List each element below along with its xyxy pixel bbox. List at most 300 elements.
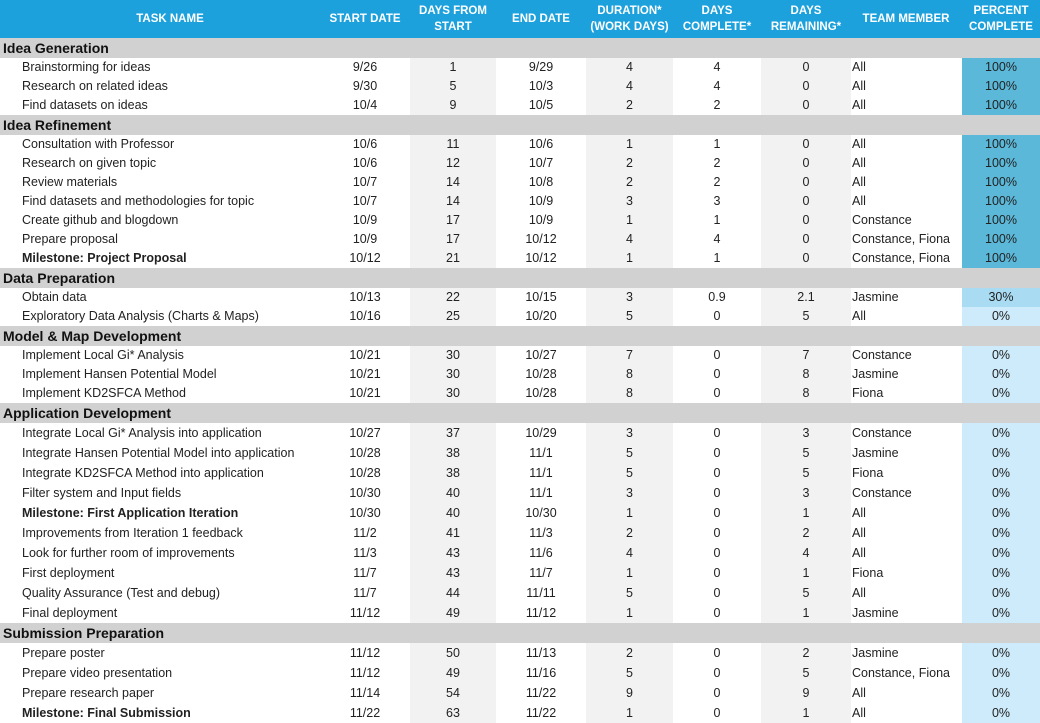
days-complete-cell: 0 [713,566,721,580]
table-row[interactable] [0,58,1040,77]
table-row[interactable] [0,365,1040,384]
days-remaining-cell: 1 [761,503,851,523]
days-from-start-cell: 49 [410,663,496,683]
section-header-row [0,38,1040,58]
days-from-start-cell: 50 [410,643,496,663]
percent-complete-cell: 0% [962,583,1040,603]
duration-cell: 2 [586,96,673,115]
team-member-cell: Jasmine [852,646,899,660]
days-complete-cell: 0 [713,426,721,440]
days-complete-cell: 1 [713,137,721,151]
task-name-cell: Implement Hansen Potential Model [22,367,217,381]
team-member-cell: Fiona [852,466,884,480]
start-date-cell: 11/14 [349,686,381,700]
days-remaining-cell: 9 [761,683,851,703]
table-row[interactable] [0,135,1040,154]
team-member-cell: Constance, Fiona [852,666,950,680]
days-complete-cell: 0 [713,526,721,540]
task-name-cell: Milestone: Final Submission [22,706,191,720]
days-from-start-cell: 30 [410,384,496,403]
team-member-cell: All [852,526,866,540]
team-member-cell: All [852,194,866,208]
team-member-cell: Constance [852,486,912,500]
task-name-cell: Prepare research paper [22,686,155,700]
start-date-cell: 10/13 [349,290,381,304]
days-remaining-cell: 2 [761,643,851,663]
table-row[interactable] [0,346,1040,365]
task-name-cell: Quality Assurance (Test and debug) [22,586,221,600]
start-date-cell: 10/7 [352,194,378,208]
duration-cell: 4 [586,58,673,77]
table-row[interactable] [0,192,1040,211]
days-complete-cell: 1 [713,251,721,265]
task-name-cell: Final deployment [22,606,118,620]
duration-cell: 4 [586,543,673,563]
duration-cell: 4 [586,77,673,96]
duration-cell: 7 [586,346,673,365]
duration-cell: 5 [586,463,673,483]
team-member-cell: All [852,309,866,323]
end-date-cell: 10/20 [525,309,557,323]
days-complete-cell: 0 [713,666,721,680]
start-date-cell: 11/12 [349,606,381,620]
days-complete-cell: 0 [713,646,721,660]
end-date-cell: 10/12 [525,232,557,246]
days-from-start-cell: 5 [410,77,496,96]
days-remaining-cell: 5 [761,443,851,463]
days-from-start-cell: 9 [410,96,496,115]
task-name-cell: Brainstorming for ideas [22,60,151,74]
header-percent-complete[interactable]: PERCENT COMPLETE [969,5,1033,33]
days-remaining-cell: 0 [761,96,851,115]
section-title: Model & Map Development [3,328,182,344]
duration-cell: 1 [586,135,673,154]
section-title: Data Preparation [3,270,116,286]
table-row[interactable] [0,230,1040,249]
end-date-cell: 10/5 [528,98,554,112]
end-date-cell: 11/3 [529,526,553,540]
days-remaining-cell: 5 [761,663,851,683]
end-date-cell: 11/1 [529,466,553,480]
table-row[interactable] [0,211,1040,230]
percent-complete-cell: 0% [962,463,1040,483]
days-complete-cell: 0 [713,546,721,560]
team-member-cell: All [852,506,866,520]
section-header-row [0,268,1040,288]
start-date-cell: 10/30 [349,506,381,520]
days-complete-cell: 0 [713,686,721,700]
start-date-cell: 11/7 [353,566,377,580]
duration-cell: 5 [586,443,673,463]
end-date-cell: 10/3 [528,79,554,93]
days-complete-cell: 0 [713,486,721,500]
days-remaining-cell: 1 [761,563,851,583]
table-row[interactable] [0,483,1040,503]
days-from-start-cell: 14 [410,192,496,211]
table-row[interactable] [0,543,1040,563]
task-name-cell: Implement Local Gi* Analysis [22,348,184,362]
end-date-cell: 11/7 [529,566,553,580]
days-from-start-cell: 44 [410,583,496,603]
start-date-cell: 10/16 [349,309,381,323]
start-date-cell: 10/21 [349,386,381,400]
task-name-cell: First deployment [22,566,115,580]
end-date-cell: 9/29 [528,60,554,74]
days-from-start-cell: 43 [410,543,496,563]
table-row[interactable] [0,96,1040,115]
start-date-cell: 10/9 [352,213,378,227]
header-duration[interactable]: DURATION* (WORK DAYS) [590,5,669,33]
days-complete-cell: 0 [713,348,721,362]
days-from-start-cell: 14 [410,173,496,192]
days-remaining-cell: 0 [761,211,851,230]
days-complete-cell: 0 [713,446,721,460]
task-name-cell: Obtain data [22,290,87,304]
days-remaining-cell: 2 [761,523,851,543]
duration-cell: 5 [586,663,673,683]
end-date-cell: 11/1 [529,486,553,500]
task-name-cell: Research on given topic [22,156,157,170]
team-member-cell: Fiona [852,566,884,580]
days-remaining-cell: 1 [761,703,851,723]
section-header-row [0,403,1040,423]
days-remaining-cell: 0 [761,249,851,268]
percent-complete-cell: 0% [962,503,1040,523]
end-date-cell: 11/22 [525,706,557,720]
duration-cell: 3 [586,483,673,503]
percent-complete-cell: 100% [962,230,1040,249]
percent-complete-cell: 0% [962,365,1040,384]
team-member-cell: All [852,79,866,93]
days-from-start-cell: 40 [410,503,496,523]
task-name-cell: Find datasets and methodologies for topic [22,194,255,208]
start-date-cell: 10/9 [352,232,378,246]
team-member-cell: All [852,137,866,151]
percent-complete-cell: 100% [962,192,1040,211]
days-remaining-cell: 0 [761,154,851,173]
duration-cell: 9 [586,683,673,703]
days-from-start-cell: 17 [410,211,496,230]
percent-complete-cell: 0% [962,643,1040,663]
table-header [0,0,1040,38]
table-row[interactable] [0,643,1040,663]
header-days-complete[interactable]: DAYS COMPLETE* [682,5,752,33]
percent-complete-cell: 0% [962,683,1040,703]
team-member-cell: Constance [852,348,912,362]
end-date-cell: 10/27 [525,348,557,362]
days-complete-cell: 0 [713,506,721,520]
end-date-cell: 10/9 [528,194,554,208]
percent-complete-cell: 100% [962,173,1040,192]
task-name-cell: Integrate KD2SFCA Method into application [22,466,264,480]
task-name-cell: Milestone: First Application Iteration [22,506,239,520]
start-date-cell: 10/30 [349,486,381,500]
table-row[interactable] [0,463,1040,483]
percent-complete-cell: 100% [962,135,1040,154]
days-from-start-cell: 30 [410,365,496,384]
percent-complete-cell: 0% [962,346,1040,365]
percent-complete-cell: 0% [962,423,1040,443]
days-remaining-cell: 1 [761,603,851,623]
team-member-cell: Constance [852,213,912,227]
task-name-cell: Prepare proposal [22,232,118,246]
start-date-cell: 11/2 [353,526,377,540]
task-name-cell: Create github and blogdown [22,213,179,227]
days-remaining-cell: 5 [761,463,851,483]
days-from-start-cell: 37 [410,423,496,443]
header-days-remaining[interactable]: DAYS REMAINING* [770,5,842,33]
duration-cell: 1 [586,211,673,230]
end-date-cell: 11/12 [525,606,557,620]
table-row[interactable] [0,503,1040,523]
start-date-cell: 10/27 [349,426,381,440]
team-member-cell: All [852,706,866,720]
table-row[interactable] [0,443,1040,463]
start-date-cell: 11/3 [353,546,377,560]
percent-complete-cell: 100% [962,249,1040,268]
end-date-cell: 11/22 [525,686,557,700]
header-task-name[interactable]: TASK NAME [136,13,204,25]
team-member-cell: All [852,175,866,189]
percent-complete-cell: 0% [962,384,1040,403]
team-member-cell: Fiona [852,386,884,400]
header-days-from-start[interactable]: DAYS FROM START [419,5,487,33]
start-date-cell: 9/26 [352,60,378,74]
table-row[interactable] [0,384,1040,403]
duration-cell: 5 [586,307,673,326]
days-from-start-cell: 43 [410,563,496,583]
task-name-cell: Integrate Local Gi* Analysis into application [22,426,262,440]
task-name-cell: Implement KD2SFCA Method [22,386,186,400]
days-complete-cell: 4 [713,79,721,93]
days-complete-cell: 2 [713,156,721,170]
days-remaining-cell: 0 [761,135,851,154]
percent-complete-cell: 0% [962,543,1040,563]
duration-cell: 2 [586,154,673,173]
days-from-start-cell: 63 [410,703,496,723]
end-date-cell: 10/29 [525,426,557,440]
task-name-cell: Find datasets on ideas [22,98,148,112]
task-name-cell: Prepare video presentation [22,666,173,680]
start-date-cell: 10/6 [352,156,378,170]
percent-complete-cell: 0% [962,603,1040,623]
percent-complete-cell: 100% [962,58,1040,77]
percent-complete-cell: 100% [962,96,1040,115]
days-complete-cell: 4 [713,232,721,246]
percent-complete-cell: 0% [962,703,1040,723]
team-member-cell: All [852,98,866,112]
days-from-start-cell: 38 [410,463,496,483]
section-title: Idea Generation [3,40,109,56]
end-date-cell: 10/12 [525,251,557,265]
table-row[interactable] [0,77,1040,96]
header-team-member[interactable]: TEAM MEMBER [862,13,950,25]
duration-cell: 5 [586,583,673,603]
days-complete-cell: 0 [713,367,721,381]
start-date-cell: 10/7 [352,175,378,189]
section-header-row [0,115,1040,135]
team-member-cell: Jasmine [852,606,899,620]
task-name-cell: Improvements from Iteration 1 feedback [22,526,243,540]
table-row[interactable] [0,583,1040,603]
start-date-cell: 11/7 [353,586,377,600]
duration-cell: 1 [586,703,673,723]
days-from-start-cell: 22 [410,288,496,307]
days-from-start-cell: 21 [410,249,496,268]
start-date-cell: 10/28 [349,466,381,480]
percent-complete-cell: 0% [962,483,1040,503]
task-name-cell: Milestone: Project Proposal [22,251,187,265]
days-from-start-cell: 49 [410,603,496,623]
team-member-cell: Constance, Fiona [852,251,950,265]
team-member-cell: All [852,586,866,600]
table-row[interactable] [0,523,1040,543]
days-complete-cell: 0 [713,706,721,720]
days-remaining-cell: 0 [761,230,851,249]
table-row[interactable] [0,307,1040,326]
days-complete-cell: 2 [713,175,721,189]
days-from-start-cell: 1 [410,58,496,77]
duration-cell: 2 [586,523,673,543]
task-name-cell: Look for further room of improvements [22,546,235,560]
percent-complete-cell: 100% [962,154,1040,173]
duration-cell: 1 [586,563,673,583]
days-remaining-cell: 8 [761,384,851,403]
days-from-start-cell: 41 [410,523,496,543]
start-date-cell: 10/12 [349,251,381,265]
days-remaining-cell: 5 [761,583,851,603]
days-from-start-cell: 40 [410,483,496,503]
days-remaining-cell: 0 [761,58,851,77]
days-complete-cell: 0.9 [708,290,726,304]
team-member-cell: Jasmine [852,367,899,381]
days-complete-cell: 0 [713,466,721,480]
task-name-cell: Integrate Hansen Potential Model into application [22,446,295,460]
days-from-start-cell: 25 [410,307,496,326]
start-date-cell: 10/6 [352,137,378,151]
percent-complete-cell: 0% [962,563,1040,583]
end-date-cell: 10/28 [525,367,557,381]
section-header-row [0,623,1040,643]
days-remaining-cell: 8 [761,365,851,384]
section-title: Idea Refinement [3,117,112,133]
percent-complete-cell: 100% [962,211,1040,230]
end-date-cell: 10/9 [528,213,554,227]
percent-complete-cell: 0% [962,523,1040,543]
duration-cell: 8 [586,365,673,384]
duration-cell: 2 [586,173,673,192]
percent-complete-cell: 0% [962,307,1040,326]
start-date-cell: 9/30 [352,79,378,93]
team-member-cell: All [852,60,866,74]
duration-cell: 2 [586,643,673,663]
table-row[interactable] [0,154,1040,173]
days-complete-cell: 0 [713,386,721,400]
duration-cell: 1 [586,503,673,523]
days-remaining-cell: 0 [761,192,851,211]
days-complete-cell: 3 [713,194,721,208]
days-remaining-cell: 0 [761,77,851,96]
table-row[interactable] [0,603,1040,623]
task-name-cell: Filter system and Input fields [22,486,182,500]
start-date-cell: 10/21 [349,367,381,381]
table-row[interactable] [0,173,1040,192]
section-title: Submission Preparation [3,625,165,641]
days-remaining-cell: 0 [761,173,851,192]
days-complete-cell: 0 [713,586,721,600]
days-from-start-cell: 38 [410,443,496,463]
days-complete-cell: 4 [713,60,721,74]
percent-complete-cell: 100% [962,77,1040,96]
duration-cell: 1 [586,603,673,623]
table-row[interactable] [0,249,1040,268]
table-row[interactable] [0,683,1040,703]
end-date-cell: 11/1 [529,446,553,460]
percent-complete-cell: 30% [962,288,1040,307]
task-name-cell: Prepare poster [22,646,105,660]
table-row[interactable] [0,703,1040,723]
team-member-cell: All [852,156,866,170]
start-date-cell: 11/12 [349,666,381,680]
duration-cell: 3 [586,288,673,307]
duration-cell: 3 [586,192,673,211]
task-name-cell: Research on related ideas [22,79,168,93]
days-from-start-cell: 12 [410,154,496,173]
team-member-cell: Constance, Fiona [852,232,950,246]
end-date-cell: 10/30 [525,506,557,520]
team-member-cell: All [852,686,866,700]
task-name-cell: Review materials [22,175,118,189]
days-from-start-cell: 54 [410,683,496,703]
days-remaining-cell: 4 [761,543,851,563]
days-remaining-cell: 2.1 [761,288,851,307]
days-remaining-cell: 3 [761,423,851,443]
days-from-start-cell: 17 [410,230,496,249]
percent-complete-cell: 0% [962,663,1040,683]
start-date-cell: 10/28 [349,446,381,460]
duration-cell: 3 [586,423,673,443]
days-complete-cell: 2 [713,98,721,112]
task-name-cell: Exploratory Data Analysis (Charts & Maps) [22,309,259,323]
end-date-cell: 10/15 [525,290,557,304]
days-remaining-cell: 3 [761,483,851,503]
days-remaining-cell: 7 [761,346,851,365]
table-row[interactable] [0,423,1040,443]
end-date-cell: 10/28 [525,386,557,400]
end-date-cell: 10/6 [528,137,554,151]
days-complete-cell: 0 [713,606,721,620]
team-member-cell: All [852,546,866,560]
table-row[interactable] [0,563,1040,583]
header-end-date[interactable]: END DATE [512,13,570,25]
table-row[interactable] [0,288,1040,307]
team-member-cell: Constance [852,426,912,440]
end-date-cell: 10/7 [528,156,554,170]
team-member-cell: Jasmine [852,446,899,460]
end-date-cell: 11/11 [526,586,556,600]
table-row[interactable] [0,663,1040,683]
header-start-date[interactable]: START DATE [329,13,401,25]
days-complete-cell: 0 [713,309,721,323]
start-date-cell: 10/4 [352,98,378,112]
duration-cell: 8 [586,384,673,403]
end-date-cell: 10/8 [528,175,554,189]
end-date-cell: 11/16 [525,666,557,680]
duration-cell: 1 [586,249,673,268]
section-header-row [0,326,1040,346]
duration-cell: 4 [586,230,673,249]
task-name-cell: Consultation with Professor [22,137,175,151]
